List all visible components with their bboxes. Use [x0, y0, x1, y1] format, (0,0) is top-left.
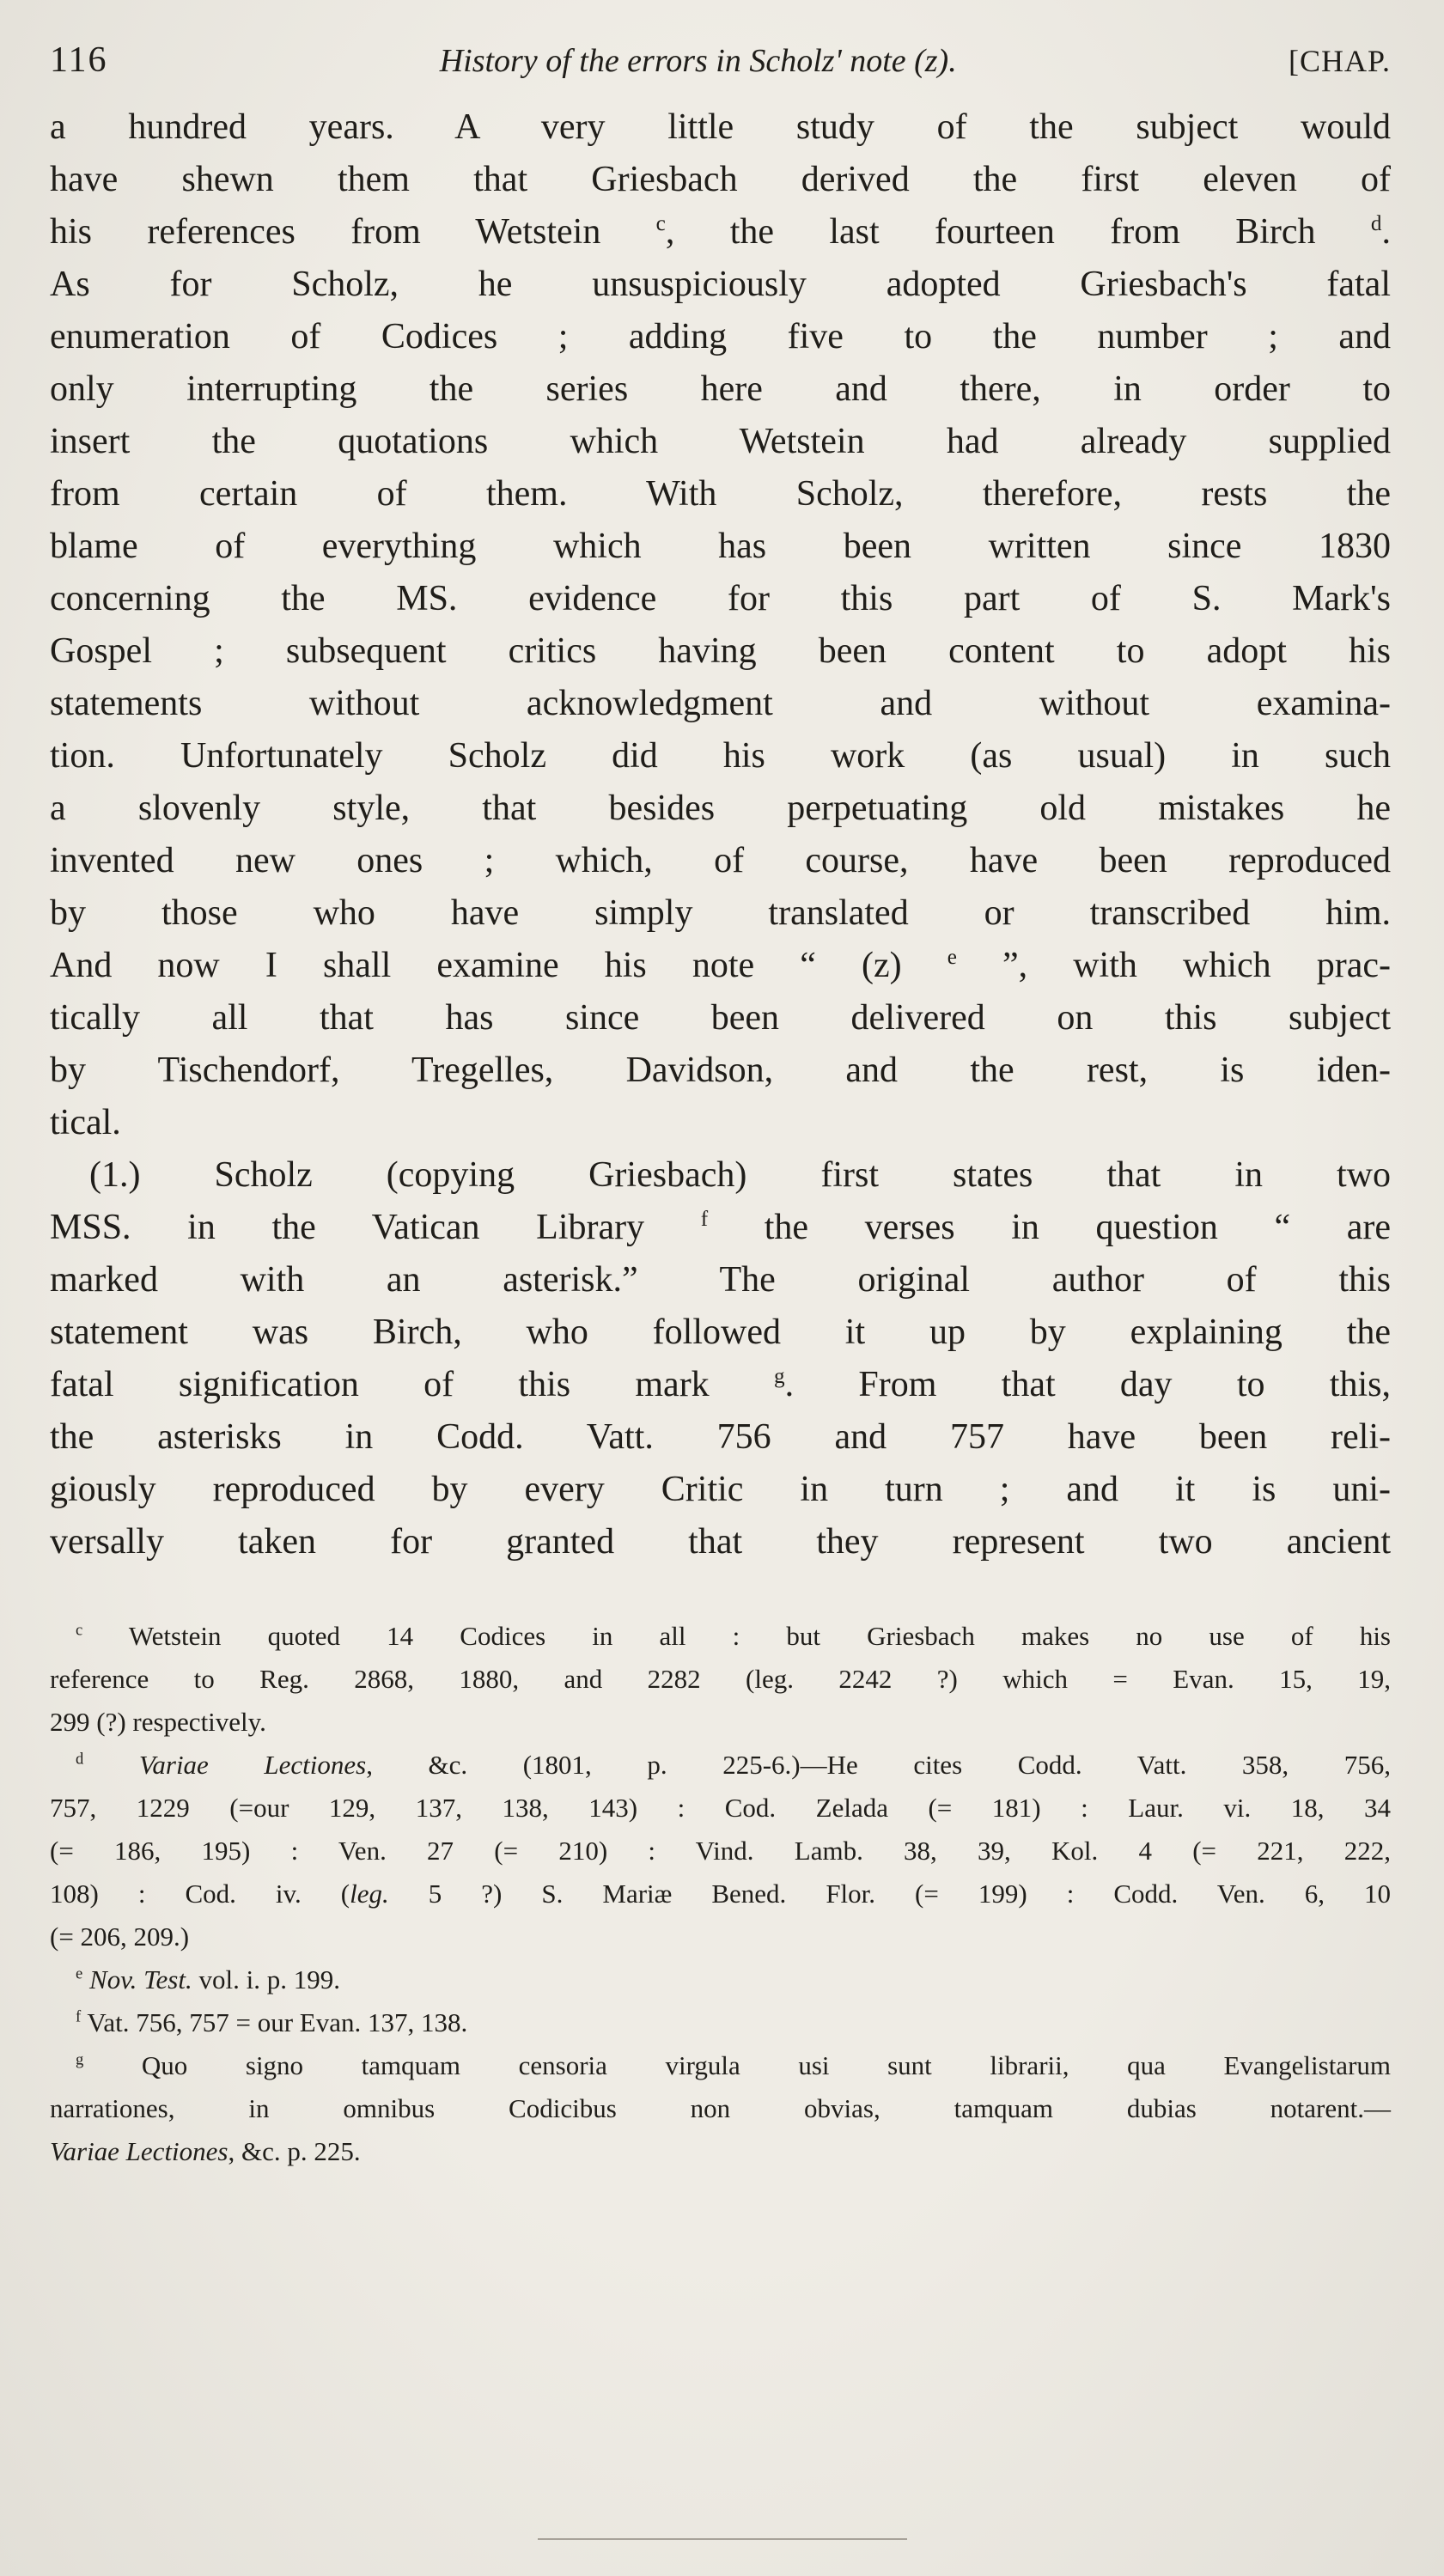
- text-line: tical.: [50, 1103, 121, 1142]
- text-line: Gospel ; subsequent critics having been content to adopt his: [50, 631, 1391, 671]
- text-line: fatal signification of this mark $^g$. From that day to this,: [50, 1365, 1391, 1404]
- text-line: marked with an asterisk.” The original author of this: [50, 1260, 1391, 1300]
- text-line: $^f$ Vat. 756, 757 = our Evan. 137, 138.: [76, 2007, 468, 2037]
- text-line: narrationes, in omnibus Codicibus non obvias, tamquam dubias notarent.—: [50, 2093, 1391, 2123]
- text-line: (= 206, 209.): [50, 1921, 190, 1952]
- paragraph-2: [50, 1149, 1391, 1568]
- bottom-rule-divider: [538, 2538, 907, 2540]
- body-text: [0, 81, 1444, 1568]
- page-number: 116: [50, 40, 108, 80]
- text-line: tically all that has since been delivered on this subject: [50, 998, 1391, 1038]
- text-line: MSS. in the Vatican Library $^f$ the verses in question “ are: [50, 1208, 1391, 1247]
- chapter-mark: [CHAP.: [1288, 44, 1391, 78]
- text-line: 757, 1229 (=our 129, 137, 138, 143) : Cod. Zelada (= 181) : Laur. vi. 18, 34: [50, 1793, 1391, 1823]
- footnote-f: [50, 2001, 1391, 2044]
- text-line: his references from Wetstein $^c$, the last fourteen from Birch $^d$.: [50, 212, 1391, 252]
- text-line: by Tischendorf, Tregelles, Davidson, and the rest, is iden-: [50, 1050, 1391, 1090]
- text-line: Variae Lectiones, &c. p. 225.: [50, 2136, 361, 2166]
- text-line: $^d$ Variae Lectiones, &c. (1801, p. 225-6.)—He cites Codd. Vatt. 358, 756,: [76, 1750, 1391, 1780]
- text-line: a slovenly style, that besides perpetuating old mistakes he: [50, 789, 1391, 828]
- footnotes: [0, 1568, 1444, 2173]
- text-line: by those who have simply translated or transcribed him.: [50, 893, 1391, 933]
- text-line: 299 (?) respectively.: [50, 1707, 266, 1737]
- text-line: As for Scholz, he unsuspiciously adopted Griesbach's fatal: [50, 265, 1391, 304]
- text-line: concerning the MS. evidence for this part of S. Mark's: [50, 579, 1391, 618]
- text-line: $^c$ Wetstein quoted 14 Codices in all : but Griesbach makes no use of his: [76, 1621, 1391, 1651]
- text-line: $^e$ Nov. Test. vol. i. p. 199.: [76, 1964, 340, 1994]
- text-line: from certain of them. With Scholz, therefore, rests the: [50, 474, 1391, 514]
- text-line: giously reproduced by every Critic in turn ; and it is uni-: [50, 1470, 1391, 1509]
- text-line: a hundred years. A very little study of the subject would: [50, 107, 1391, 147]
- text-line: versally taken for granted that they represent two ancient: [50, 1522, 1391, 1562]
- text-line: (1.) Scholz (copying Griesbach) first states that in two: [89, 1155, 1391, 1195]
- footnote-d: [50, 1744, 1391, 1958]
- text-line: statements without acknowledgment and without examina-: [50, 684, 1391, 723]
- footnote-c: [50, 1615, 1391, 1744]
- text-line: reference to Reg. 2868, 1880, and 2282 (leg. 2242 ?) which = Evan. 15, 19,: [50, 1664, 1391, 1694]
- text-line: And now I shall examine his note “ (z) $^e$ ”, with which prac-: [50, 946, 1391, 985]
- text-line: blame of everything which has been written since 1830: [50, 527, 1391, 566]
- paragraph-1: [50, 101, 1391, 1149]
- text-line: have shewn them that Griesbach derived the first eleven of: [50, 160, 1391, 199]
- text-line: $^g$ Quo signo tamquam censoria virgula usi sunt librarii, qua Evangelistarum: [76, 2050, 1391, 2080]
- text-line: (= 186, 195) : Ven. 27 (= 210) : Vind. Lamb. 38, 39, Kol. 4 (= 221, 222,: [50, 1836, 1391, 1866]
- footnote-e: [50, 1958, 1391, 2001]
- text-line: tion. Unfortunately Scholz did his work (as usual) in such: [50, 736, 1391, 776]
- text-line: insert the quotations which Wetstein had already supplied: [50, 422, 1391, 461]
- page-header: [0, 0, 1444, 81]
- text-line: only interrupting the series here and there, in order to: [50, 369, 1391, 409]
- text-line: statement was Birch, who followed it up by explaining the: [50, 1312, 1391, 1352]
- text-line: invented new ones ; which, of course, have been reproduced: [50, 841, 1391, 880]
- text-line: enumeration of Codices ; adding five to the number ; and: [50, 317, 1391, 356]
- footnote-g: [50, 2044, 1391, 2173]
- running-title: History of the errors in Scholz' note (z).: [439, 43, 957, 79]
- text-line: the asterisks in Codd. Vatt. 756 and 757 have been reli-: [50, 1417, 1391, 1457]
- text-line: 108) : Cod. iv. (leg. 5 ?) S. Mariæ Bened. Flor. (= 199) : Codd. Ven. 6, 10: [50, 1879, 1391, 1909]
